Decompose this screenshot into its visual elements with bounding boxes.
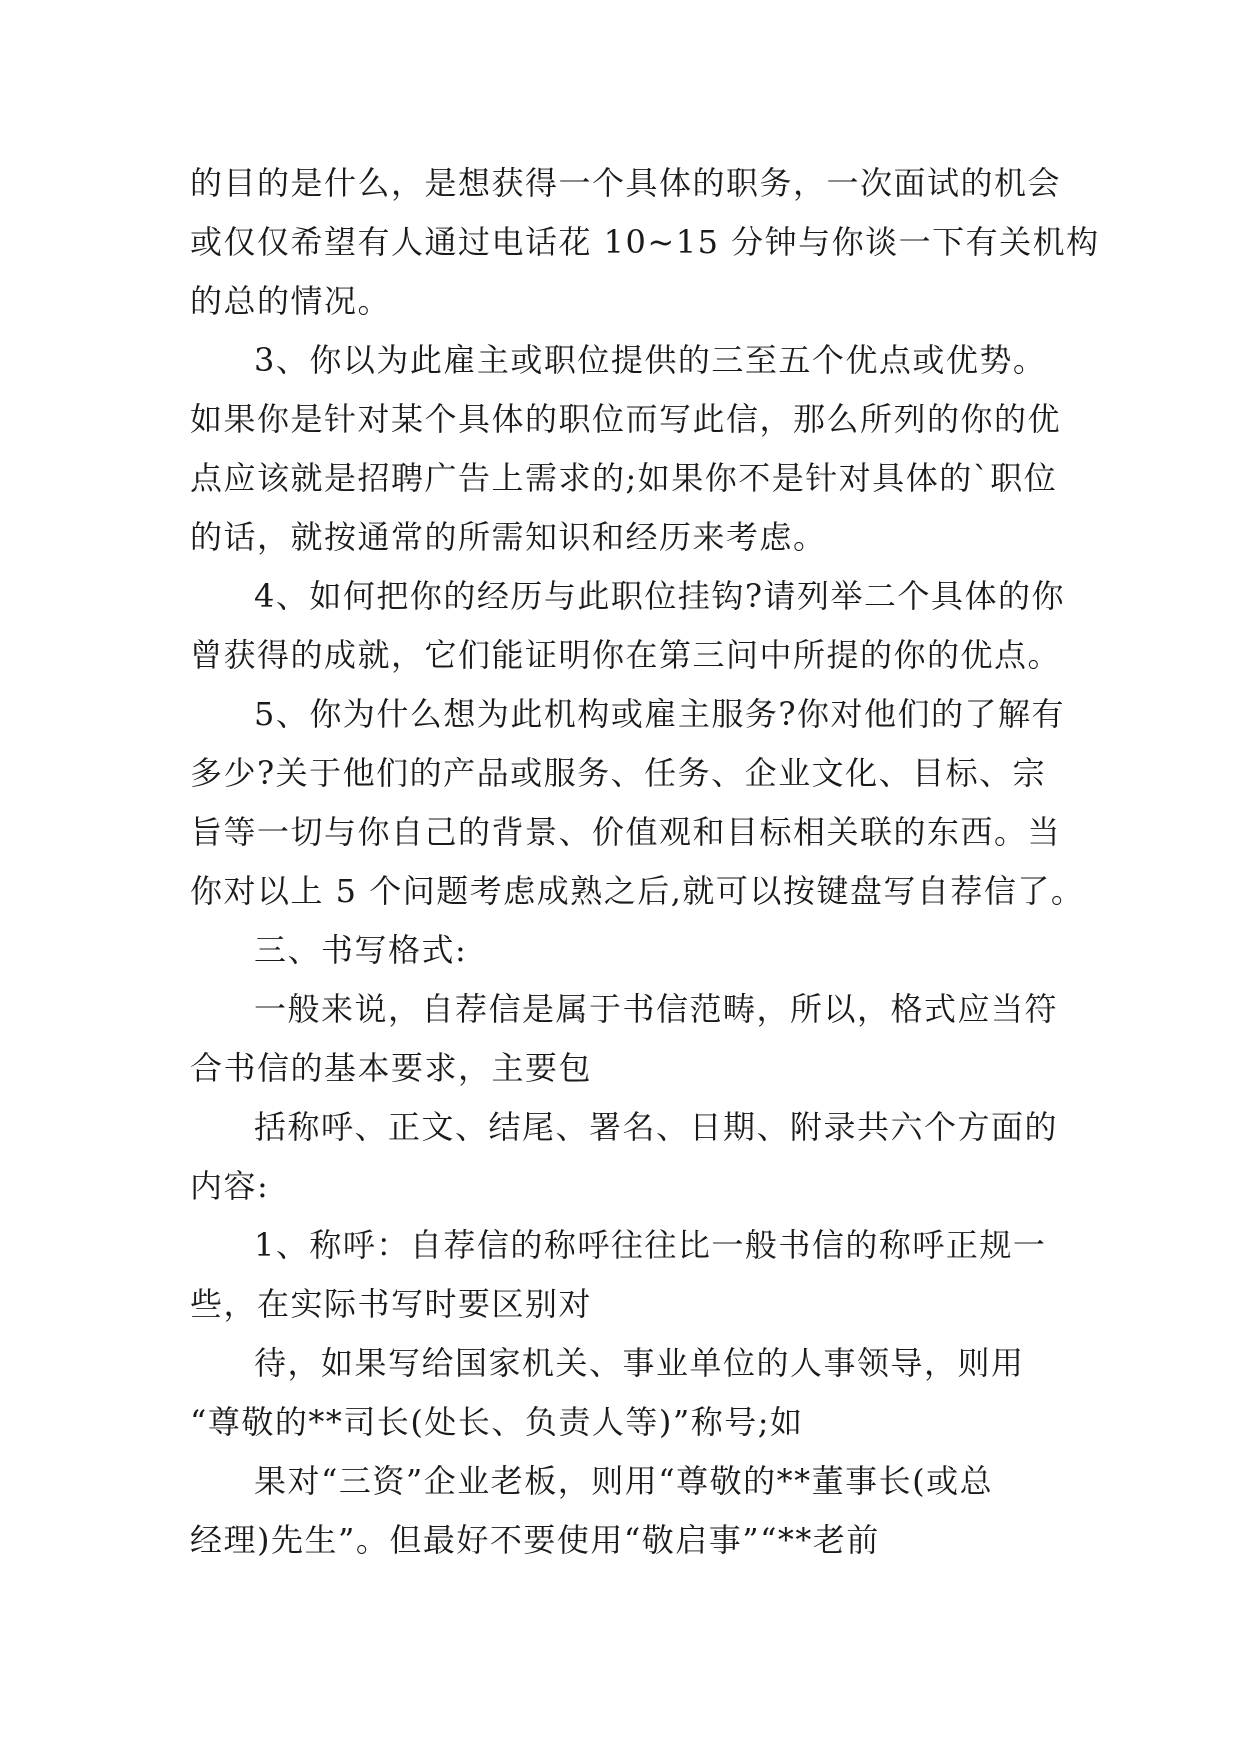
text-line: 括称呼、正文、结尾、署名、日期、附录共六个方面的 [254,1108,1059,1146]
text-line: 经理)先生”。但最好不要使用“敬启事”“**老前 [190,1521,880,1559]
body-text [190,154,1100,1570]
text-line: 3、你以为此雇主或职位提供的三至五个优点或优势。 [254,341,1047,379]
text-line: 内容: [190,1167,270,1205]
text-line: 果对“三资”企业老板，则用“尊敬的**董事长(或总 [254,1462,994,1500]
text-line: “尊敬的**司长(处长、负责人等)”称号;如 [190,1403,804,1441]
text-line: 或仅仅希望有人通过电话花 10~15 分钟与你谈一下有关机构 [190,223,1100,261]
text-line: 的话，就按通常的所需知识和经历来考虑。 [190,518,827,556]
section-heading: 三、书写格式: [254,931,468,969]
text-line: 一般来说，自荐信是属于书信范畴，所以，格式应当符 [254,990,1059,1028]
text-line: 点应该就是招聘广告上需求的;如果你不是针对具体的`职位 [190,459,1058,497]
text-line: 旨等一切与你自己的背景、价值观和目标相关联的东西。当 [190,813,1062,851]
text-line: 的总的情况。 [190,282,392,320]
text-line: 的目的是什么，是想获得一个具体的职务，一次面试的机会 [190,164,1062,202]
text-line: 如果你是针对某个具体的职位而写此信，那么所列的你的优 [190,400,1062,438]
text-line: 待，如果写给国家机关、事业单位的人事领导，则用 [254,1344,1025,1382]
text-line: 曾获得的成就，它们能证明你在第三问中所提的你的优点。 [190,636,1062,674]
text-line: 你对以上 5 个问题考虑成熟之后,就可以按键盘写自荐信了。 [190,872,1085,910]
text-line: 多少?关于他们的产品或服务、任务、企业文化、目标、宗 [190,754,1047,792]
text-line: 5、你为什么想为此机构或雇主服务?你对他们的了解有 [254,695,1066,733]
text-line: 4、如何把你的经历与此职位挂钩?请列举二个具体的你 [254,577,1066,615]
text-line: 合书信的基本要求，主要包 [190,1049,593,1087]
text-line: 1、称呼：自荐信的称呼往往比一般书信的称呼正规一 [254,1226,1047,1264]
text-line: 些，在实际书写时要区别对 [190,1285,593,1323]
